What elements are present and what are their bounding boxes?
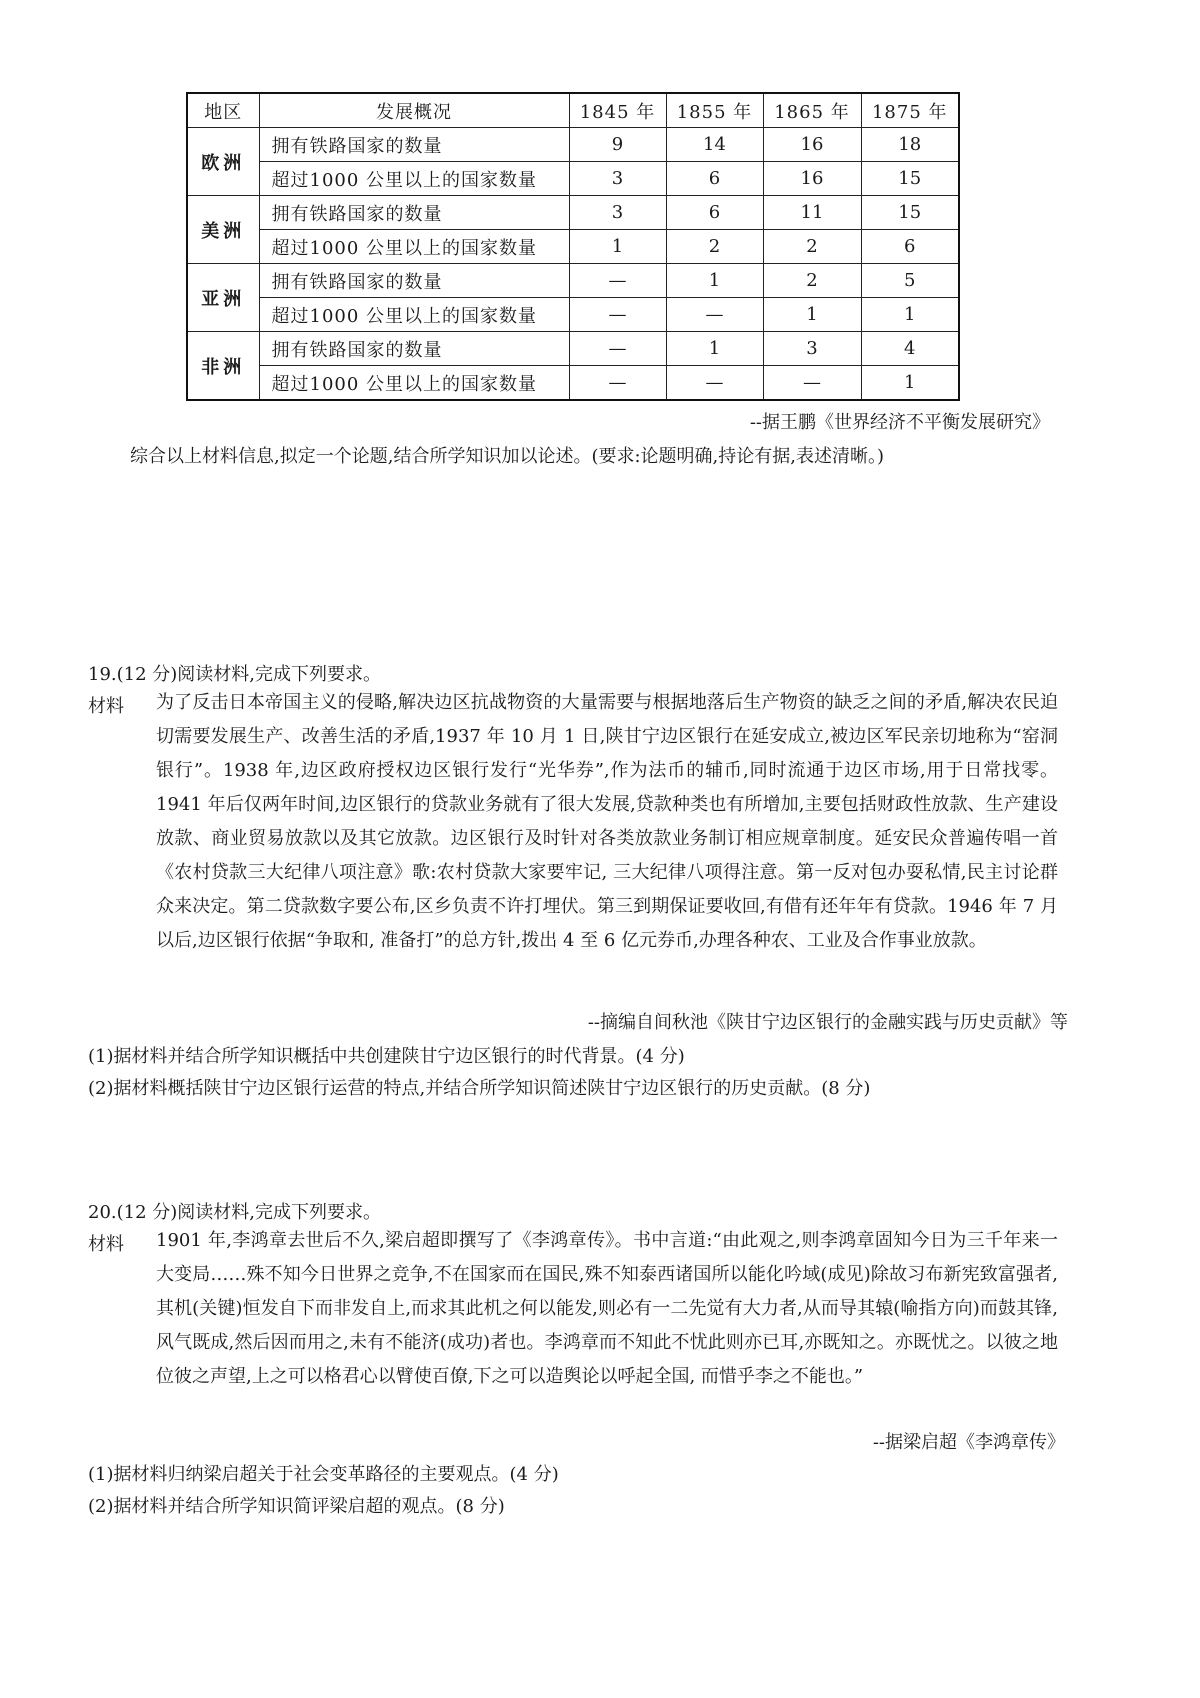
header-year: 1865 年 [763, 93, 861, 128]
q20-heading: 20.(12 分)阅读材料,完成下列要求。 [88, 1202, 382, 1223]
desc-cell: 超过1000 公里以上的国家数量 [259, 162, 569, 196]
value-cell: 4 [861, 332, 959, 366]
material-label: 材料 [88, 696, 124, 717]
q20-source: --据梁启超《李鸿章传》 [872, 1432, 1065, 1453]
desc-cell: 超过1000 公里以上的国家数量 [259, 366, 569, 401]
q19-heading: 19.(12 分)阅读材料,完成下列要求。 [88, 664, 382, 685]
q19-subquestion-2: (2)据材料概括陕甘宁边区银行运营的特点,并结合所学知识简述陕甘宁边区银行的历史贡献。(8 分) [88, 1078, 871, 1099]
q19-subquestion-1: (1)据材料并结合所学知识概括中共创建陕甘宁边区银行的时代背景。(4 分) [88, 1046, 685, 1067]
q19-source: --摘编自间秋池《陕甘宁边区银行的金融实践与历史贡献》等 [587, 1012, 1068, 1033]
q20-subquestion-1: (1)据材料归纳梁启超关于社会变革路径的主要观点。(4 分) [88, 1464, 559, 1485]
value-cell: 1 [861, 366, 959, 401]
value-cell: 11 [763, 196, 861, 230]
table-header-row [187, 93, 959, 128]
value-cell: — [569, 332, 666, 366]
header-year: 1875 年 [861, 93, 959, 128]
value-cell: — [666, 298, 763, 332]
table-row [187, 230, 959, 264]
q19-material [88, 686, 1058, 958]
table-row [187, 298, 959, 332]
value-cell: 18 [861, 128, 959, 162]
value-cell: 16 [763, 162, 861, 196]
table-row [187, 332, 959, 366]
q20-subquestion-2: (2)据材料并结合所学知识简评梁启超的观点。(8 分) [88, 1496, 505, 1517]
desc-cell: 超过1000 公里以上的国家数量 [259, 230, 569, 264]
header-year: 1855 年 [666, 93, 763, 128]
value-cell: 1 [569, 230, 666, 264]
table-row [187, 366, 959, 401]
value-cell: 9 [569, 128, 666, 162]
region-cell: 美洲 [187, 196, 259, 264]
desc-cell: 拥有铁路国家的数量 [259, 264, 569, 298]
value-cell: 16 [763, 128, 861, 162]
region-cell: 非洲 [187, 332, 259, 401]
value-cell: — [569, 366, 666, 401]
desc-cell: 拥有铁路国家的数量 [259, 196, 569, 230]
material-text: 1901 年,李鸿章去世后不久,梁启超即撰写了《李鸿章传》。书中言道:“由此观之,则李鸿章固知今日为三千年来一大变局……殊不知今日世界之竞争,不在国家而在国民,殊不知泰西诸国所以能化吟域(成见)除故习布新宪致富强者,其机(关键)恒发自下而非发自上,而求其此机之何以能发,则必有一二先觉有大力者,从而导其辕(喻指方向)而鼓其锋,风气既成,然后因而用之,未有不能济(成功)者也。李鸿章而不知此不忧此则亦已耳,亦既知之。亦既忧之。以彼之地位彼之声望,上之可以格君心以臂使百僚,下之可以造舆论以呼起全国, 而惜乎李之不能也。” [156, 1230, 1058, 1387]
value-cell: 1 [763, 298, 861, 332]
value-cell: 2 [666, 230, 763, 264]
value-cell: 6 [666, 196, 763, 230]
value-cell: 1 [666, 332, 763, 366]
value-cell: 15 [861, 196, 959, 230]
value-cell: 14 [666, 128, 763, 162]
table-row [187, 264, 959, 298]
value-cell: 15 [861, 162, 959, 196]
value-cell: 1 [861, 298, 959, 332]
value-cell: — [569, 298, 666, 332]
header-region: 地区 [187, 93, 259, 128]
value-cell: 6 [666, 162, 763, 196]
desc-cell: 拥有铁路国家的数量 [259, 128, 569, 162]
table-row [187, 162, 959, 196]
material-text: 为了反击日本帝国主义的侵略,解决边区抗战物资的大量需要与根据地落后生产物资的缺乏之间的矛盾,解决农民迫切需要发展生产、改善生活的矛盾,1937 年 10 月 1 日,陕甘宁边区银行在延安成立,被边区军民亲切地称为“窑洞银行”。1938 年,边区政府授权边区银行发行“光华券”,作为法币的辅币,同时流通于边区市场,用于日常找零。1941 年后仅两年时间,边区银行的贷款业务就有了很大发展,贷款种类也有所增加,主要包括财政性放款、生产建设放款、商业贸易放款以及其它放款。边区银行及时针对各类放款业务制订相应规章制度。延安民众普遍传唱一首《农村贷款三大纪律八项注意》歌:农村贷款大家要牢记, 三大纪律八项得注意。第一反对包办耍私情,民主讨论群众来决定。第二贷款数字要公布,区乡负责不许打埋伏。第三到期保证要收回,有借有还年年有贷款。1946 年 7 月以后,边区银行依据“争取和, 准备打”的总方针,拨出 4 至 6 亿元券币,办理各种农、工业及合作事业放款。 [156, 692, 1058, 951]
material-label: 材料 [88, 1234, 124, 1255]
value-cell: 3 [569, 196, 666, 230]
value-cell: — [569, 264, 666, 298]
desc-cell: 拥有铁路国家的数量 [259, 332, 569, 366]
value-cell: 6 [861, 230, 959, 264]
q20-material [88, 1224, 1058, 1394]
value-cell: 2 [763, 264, 861, 298]
value-cell: — [666, 366, 763, 401]
value-cell: 1 [666, 264, 763, 298]
value-cell: 3 [763, 332, 861, 366]
desc-cell: 超过1000 公里以上的国家数量 [259, 298, 569, 332]
region-cell: 欧洲 [187, 128, 259, 196]
table-row [187, 128, 959, 162]
region-cell: 亚洲 [187, 264, 259, 332]
table-row [187, 196, 959, 230]
railway-table [186, 92, 960, 401]
value-cell: 3 [569, 162, 666, 196]
value-cell: — [763, 366, 861, 401]
value-cell: 5 [861, 264, 959, 298]
value-cell: 2 [763, 230, 861, 264]
q18-prompt: 综合以上材料信息,拟定一个论题,结合所学知识加以论述。(要求:论题明确,持论有据,表述清晰。) [130, 446, 884, 467]
header-year: 1845 年 [569, 93, 666, 128]
header-overview: 发展概况 [259, 93, 569, 128]
table-source: --据王鹏《世界经济不平衡发展研究》 [749, 412, 1050, 433]
